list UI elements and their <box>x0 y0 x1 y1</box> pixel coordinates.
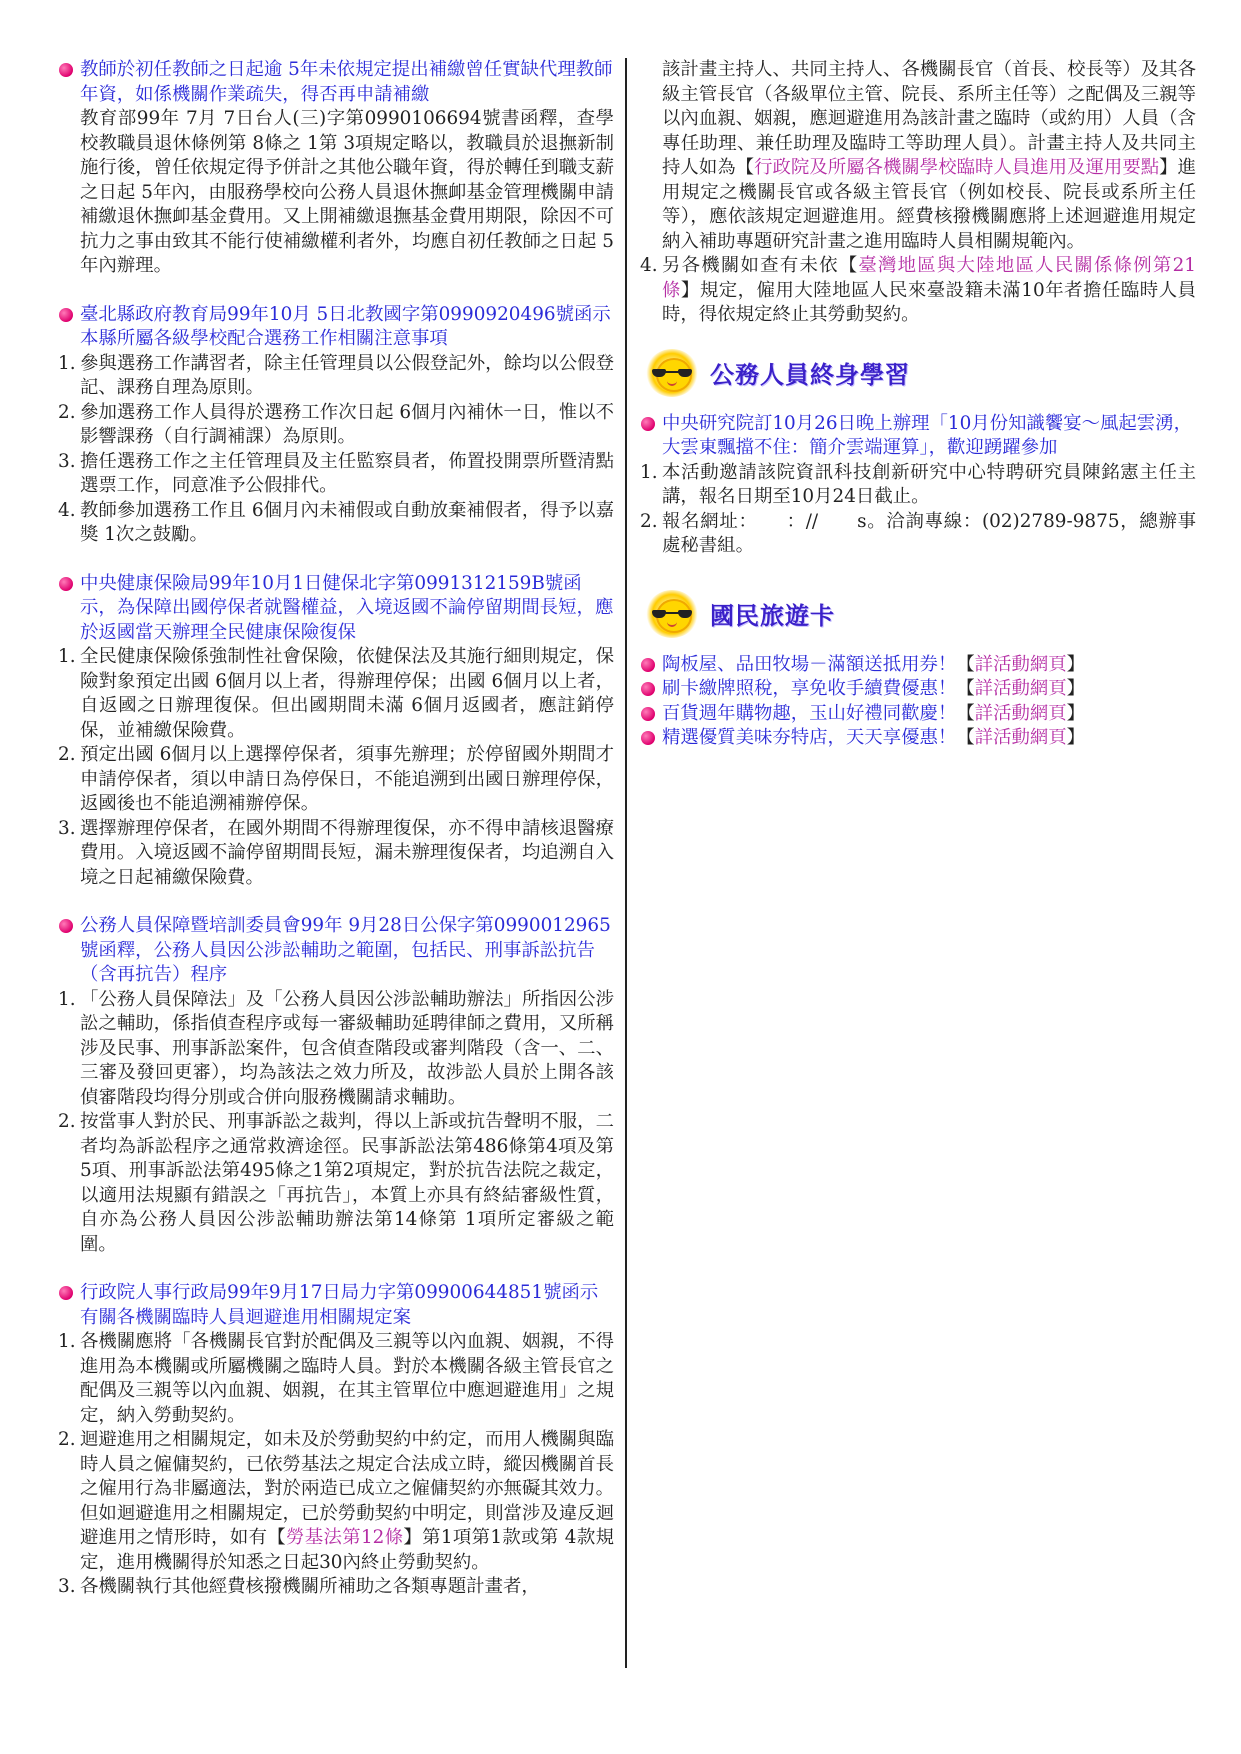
activity-link[interactable]: 詳活動網頁 <box>974 653 1067 675</box>
heading-text: 中央健康保險局99年10月1日健保北字第0991312159B號函示，為保障出國停保者就醫權益，入境返國不論停留期間長短，應於返國當天辦理全民健康保險復保 <box>80 572 614 643</box>
list-item: 3. 擔任選務工作之主任管理員及主任監察員者，佈置投開票所暨清點選票工作，同意准予公假排代。 <box>58 450 614 496</box>
section-litigation-assistance <box>58 914 614 1257</box>
list-item: 4. 另各機關如查有未依【臺灣地區與大陸地區人民關係條例第21條】規定，僱用大陸地區人民來臺設籍未滿10年者擔任臨時人員時，得依規定終止其勞動契約。 <box>640 255 1196 325</box>
list-item: 2. 預定出國 6個月以上選擇停保者，須事先辦理；於停留國外期間才申請停保者，須以申請日為停保日，不能追溯到出國日辦理停保，返國後也不能追溯補辦停保。 <box>58 744 614 814</box>
column-divider <box>625 58 627 1668</box>
numbered-list <box>58 1330 614 1600</box>
pink-bullet-icon <box>59 63 73 77</box>
activity-link[interactable]: 詳活動網頁 <box>974 727 1067 748</box>
heading-text: 公務人員保障暨培訓委員會99年 9月28日公保字第0990012965號函釋，公務人員因公涉訟輔助之範圍，包括民、刑事訴訟抗告（含再抗告）程序 <box>80 915 611 985</box>
numbered-list <box>58 645 614 890</box>
pink-bullet-icon <box>641 707 655 721</box>
section-teacher-seniority <box>58 58 614 279</box>
lifelong-learning-banner <box>640 342 1196 404</box>
left-column <box>58 58 614 1624</box>
list-item: 精選優質美味夯特店，天天享優惠！【詳活動網頁】 <box>640 726 1196 751</box>
sun-mascot-icon <box>640 347 704 399</box>
pink-bullet-icon <box>641 731 655 745</box>
heading-text: 行政院人事行政局99年9月17日局力字第09900644851號函示有關各機關臨時人員迴避進用相關規定案 <box>80 1282 599 1328</box>
list-item: 1. 「公務人員保障法」及「公務人員因公涉訟輔助辦法」所指因公涉訟之輔助，係指偵查程序或每一審級輔助延聘律師之費用，又所稱涉及民事、刑事訴訟案件，包含偵查階段或審判階段（含一、二、三審及發回更審），均為該法之效力所及，故涉訟人員於上開各該偵審階段均得分別或合併向服務機關請求輔助。 <box>58 988 614 1108</box>
list-item: 1. 全民健康保險係強制性社會保險，依健保法及其施行細則規定，保險對象預定出國 6個月以上者，得辦理停保；出國 6個月以上者，自返國之日辦理復保。但出國期間未滿 6個月返國者，應註銷停保，並補繳保險費。 <box>58 646 614 741</box>
numbered-list <box>58 988 614 1258</box>
travel-card-list <box>640 653 1196 751</box>
section-heading <box>58 303 614 352</box>
temp-staff-rules-link[interactable]: 行政院及所屬各機關學校臨時人員進用及運用要點 <box>754 157 1160 178</box>
list-item: 3. 各機關執行其他經費核撥機關所補助之各類專題計畫者， <box>58 1576 540 1597</box>
continued-text: 該計畫主持人、共同主持人、各機關長官（首長、校長等）及其各級主管長官（各級單位主管、院長、系所主任等）之配偶及三親等以內血親、姻親，應迴避進用為該計畫之臨時（或約用）人員（含專任助理、兼任助理及臨時工等助理人員）。計畫主持人及共同主持人如為【行政院及所屬各機關學校臨時人員進用及運用要點】進用規定之機關長官或各級主管長官（例如校長、院長或系所主任等），應依該規定迴避進用。經費核撥機關應將上述迴避進用規定納入補助專題研究計畫之進用臨時人員相關規範內。 <box>662 59 1196 252</box>
section-heading <box>58 914 614 988</box>
activity-link[interactable]: 詳活動網頁 <box>974 702 1067 724</box>
right-column <box>640 58 1196 751</box>
travel-card-banner <box>640 583 1196 645</box>
list-item: 陶板屋、品田牧場－滿額送抵用券！【詳活動網頁】 <box>640 653 1196 678</box>
heading-text: 臺北縣政府教育局99年10月 5日北教國字第0990920496號函示本縣所屬各級學校配合選務工作相關注意事項 <box>80 303 611 349</box>
list-item: 2. 迴避進用之相關規定，如未及於勞動契約中約定，而用人機關與臨時人員之僱傭契約，已依勞基法之規定合法成立時，縱因機關首長之僱用行為非屬適法，對於兩造已成立之僱傭契約亦無礙其效力。但如迴避進用之相關規定，已於勞動契約中明定，則當涉及違反迴避進用之情形時，如有【勞基法第12條】第1項第1款或第 4款規定，進用機關得於知悉之日起30內終止勞動契約。 <box>58 1429 614 1573</box>
pink-bullet-icon <box>59 919 73 933</box>
section-temporary-staff <box>58 1281 614 1600</box>
section-election-duty <box>58 303 614 548</box>
banner-title: 國民旅遊卡 <box>710 602 835 630</box>
numbered-list <box>640 461 1196 559</box>
list-item: 2. 按當事人對於民、刑事訴訟之裁判，得以上訴或抗告聲明不服，二者均為訴訟程序之通常救濟途徑。民事訴訟法第486條第4項及第5項、刑事訴訟法第495條之1第2項規定，對於抗告法院之裁定，以適用法規顯有錯誤之「再抗告」，本質上亦具有終結審級性質，自亦為公務人員因公涉訟輔助辦法第14條第 1項所定審級之範圍。 <box>58 1111 614 1255</box>
list-item: 1. 參與選務工作講習者，除主任管理員以公假登記外，餘均以公假登記、課務自理為原則。 <box>58 352 614 398</box>
labor-law-link[interactable]: 勞基法第12條 <box>286 1527 404 1548</box>
section-body: 教育部99年 7月 7日台人(三)字第0990106694號書函釋，查學校教職員退休條例第 8條之 1第 3項規定略以，教職員於退撫新制施行後，曾任依規定得予併計之其他公職年資，得於轉任到職支薪之日起 5年內，由服務學校向公務人員退休撫卹基金管理機關申請補繳退休撫卹基金費用。又上開補繳退撫基金費用期限，除因不可抗力之事由致其不能行使補繳權利者外，均應自初任教師之日起 5年內辦理。 <box>80 108 614 276</box>
pink-bullet-icon <box>59 1286 73 1300</box>
numbered-list <box>640 254 1196 328</box>
section-heading <box>58 572 614 646</box>
section-knowledge-feast <box>640 412 1196 559</box>
list-item: 1. 本活動邀請該院資訊科技創新研究中心特聘研究員陳銘憲主任主講，報名日期至10月24日截止。 <box>640 461 1196 507</box>
numbered-list <box>58 352 614 548</box>
section-health-insurance <box>58 572 614 891</box>
heading-text: 教師於初任教師之日起逾 5年未依規定提出補繳曾任實缺代理教師年資，如係機關作業疏失，得否再申請補繳 <box>80 59 613 105</box>
section-heading <box>58 58 614 107</box>
sun-mascot-icon <box>640 588 704 640</box>
pink-bullet-icon <box>641 658 655 672</box>
section-heading <box>58 1281 614 1330</box>
list-item: 4. 教師參加選務工作且 6個月內未補假或自動放棄補假者，得予以嘉獎 1次之鼓勵。 <box>58 499 614 545</box>
pink-bullet-icon <box>641 682 655 696</box>
list-item: 3. 選擇辦理停保者，在國外期間不得辦理復保，亦不得申請核退醫療費用。入境返國不論停留期間長短，漏未辦理復保者，均追溯自入境之日起補繳保險費。 <box>58 817 614 888</box>
list-item: 2. 參加選務工作人員得於選務工作次日起 6個月內補休一日，惟以不影響課務（自行調補課）為原則。 <box>58 401 614 447</box>
activity-link[interactable]: 詳活動網頁 <box>974 678 1067 699</box>
banner-title: 公務人員終身學習 <box>710 361 910 389</box>
list-item: 刷卡繳牌照稅，享免收手續費優惠！【詳活動網頁】 <box>640 677 1196 702</box>
list-item: 1. 各機關應將「各機關長官對於配偶及三親等以內血親、姻親，不得進用為本機關或所屬機關之臨時人員。對於本機關各級主管長官之配偶及三親等以內血親、姻親，在其主管單位中應迴避進用」之規定，納入勞動契約。 <box>58 1331 614 1426</box>
pink-bullet-icon <box>59 577 73 591</box>
heading-text: 中央研究院訂10月26日晚上辦理「10月份知識饗宴～風起雲湧，大雲東飄擋不住：簡介雲端運算」，歡迎踴躍參加 <box>662 412 1192 458</box>
pink-bullet-icon <box>59 308 73 322</box>
pink-bullet-icon <box>641 417 655 431</box>
cross-strait-act-link[interactable]: 臺灣地區與大陸地區人民關係條例第21條 <box>662 255 1196 301</box>
list-item: 2. 報名網址： ：// s。洽詢專線：(02)2789-9875，總辦事處秘書組。 <box>640 510 1196 556</box>
section-heading <box>640 412 1196 461</box>
list-item: 百貨週年購物趣，玉山好禮同歡慶！【詳活動網頁】 <box>640 702 1196 727</box>
